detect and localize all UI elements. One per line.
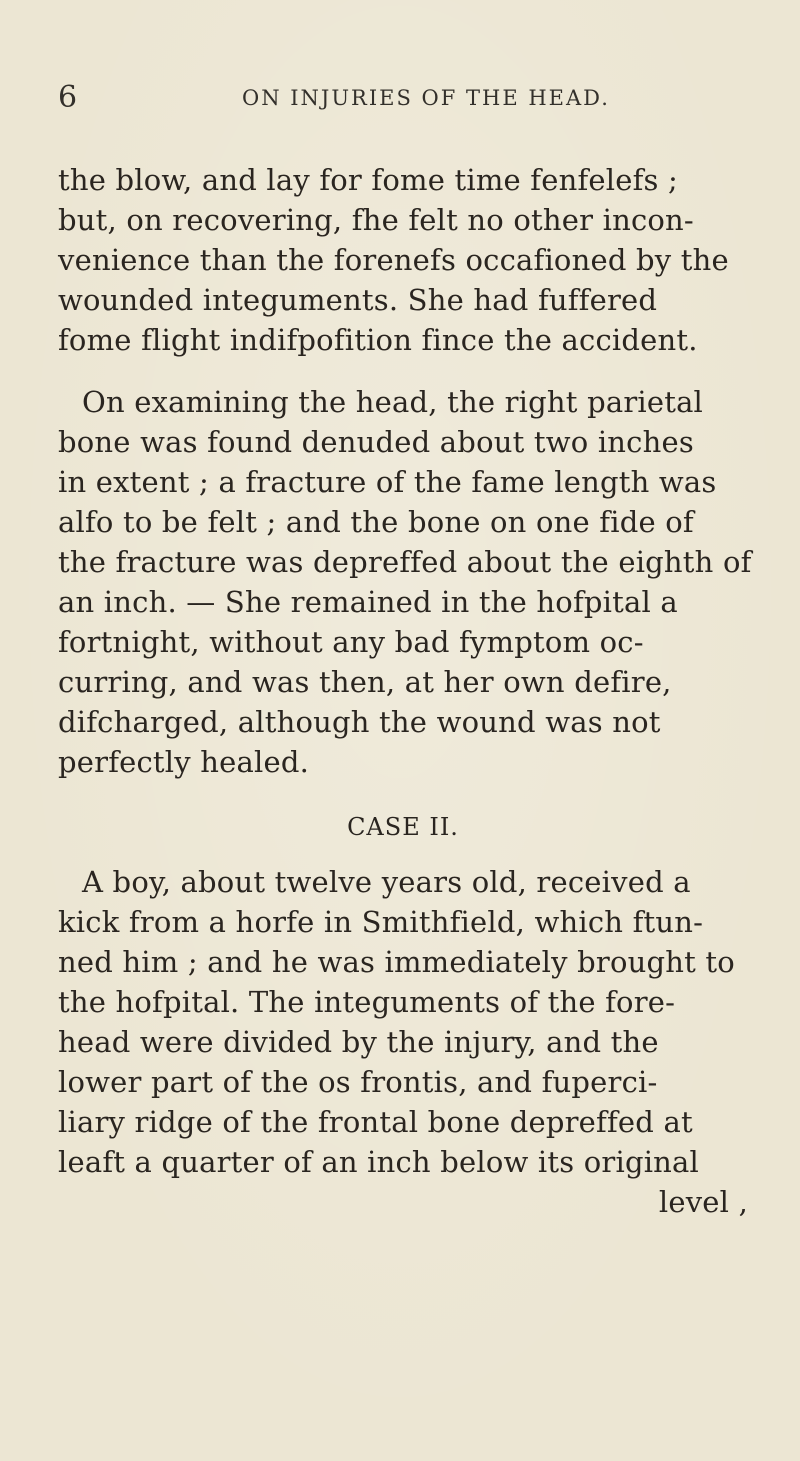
case-heading: CASE II. [347,813,459,841]
text-line: perfectly healed. [58,745,310,779]
text-line: head were divided by the injury, and the [58,1025,659,1059]
text-line: difcharged, although the wound was not [58,705,661,739]
page-number: 6 [58,80,78,115]
text-line: in extent ; a fracture of the fame length was [58,465,717,499]
text-line: liary ridge of the frontal bone depreffed at [58,1105,693,1139]
text-line: but, on recovering, fhe felt no other incon- [58,203,694,237]
text-line: the hofpital. The integuments of the fore- [58,985,676,1019]
text-line: the blow, and lay for fome time fenfelefs ; [58,163,679,197]
text-line: venience than the forenefs occafioned by the [58,243,729,277]
text-line: wounded integuments. She had fuffered [58,283,658,317]
running-title: ON INJURIES OF THE HEAD. [242,86,610,110]
page-header [58,78,758,118]
text-line: bone was found denuded about two inches [58,425,694,459]
text-line: kick from a horfe in Smithfield, which ftun- [58,905,704,939]
text-line: fome flight indifpofition fince the accident. [58,323,698,357]
text-line: alfo to be felt ; and the bone on one fide of [58,505,694,539]
catchword: level , [658,1185,748,1219]
text-line: leaft a quarter of an inch below its original [58,1145,700,1179]
text-line: fortnight, without any bad fymptom oc- [58,625,644,659]
text-line: A boy, about twelve years old, received a [82,865,691,899]
text-line: On examining the head, the right parietal [82,385,704,419]
text-line: an inch. — She remained in the hofpital a [58,585,678,619]
text-line: curring, and was then, at her own defire, [58,665,672,699]
text-line: ned him ; and he was immediately brought to [58,945,735,979]
text-line: lower part of the os frontis, and fuperci- [58,1065,658,1099]
text-line: the fracture was depreffed about the eighth of [58,545,752,579]
